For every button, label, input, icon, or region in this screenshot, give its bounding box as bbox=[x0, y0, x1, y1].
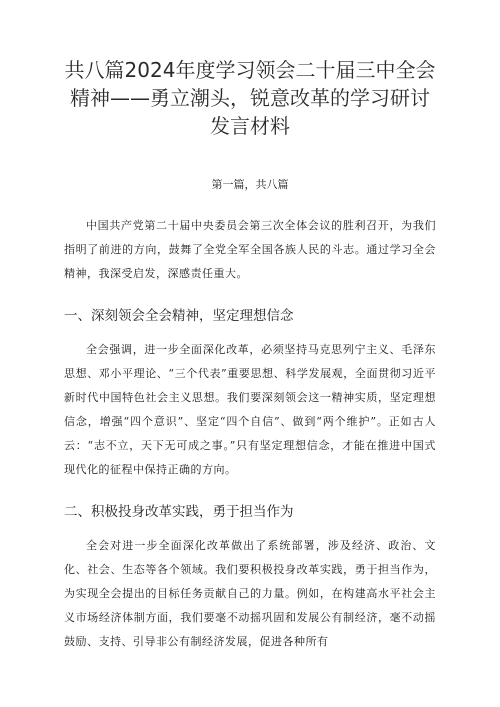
title-line-1: 共八篇2024年度学习领会二十届三中全会 bbox=[64, 58, 436, 82]
section-heading-2: 二、积极投身改革实践，勇于担当作为 bbox=[64, 504, 294, 520]
section-heading-1: 一、深刻领会全会精神，坚定理想信念 bbox=[64, 308, 294, 324]
document-title bbox=[64, 0, 436, 140]
intro-paragraph: 中国共产党第二十届中央委员会第三次全体会议的胜利召开，为我们指明了前进的方向，鼓舞了全党全军全国各族人民的斗志。通过学习全会精神，我深受启发，深感责任重大。 bbox=[64, 219, 436, 280]
section-1-paragraph: 全会强调，进一步全面深化改革，必须坚持马克思列宁主义、毛泽东思想、邓小平理论、“三个代表”重要思想、科学发展观，全面贯彻习近平新时代中国特色社会主义思想。我们要深刻领会这一精神实质，坚定理想信念，增强“四个意识”、坚定“四个自信”、做到“两个维护”。正如古人云：“志不立，天下无可成之事。”只有坚定理想信念，才能在推进中国式现代化的征程中保持正确的方向。 bbox=[64, 343, 436, 476]
part-indicator: 第一篇，共八篇 bbox=[211, 178, 289, 191]
title-line-2: 精神——勇立潮头，锐意改革的学习研讨 bbox=[70, 86, 430, 110]
section-2-paragraph: 全会对进一步全面深化改革做出了系统部署，涉及经济、政治、文化、社会、生态等各个领域。我们要积极投身改革实践，勇于担当作为，为实现全会提出的目标任务贡献自己的力量。例如，在构建高水平社会主义市场经济体制方面，我们要毫不动摇巩固和发展公有制经济，毫不动摇鼓励、支持、引导非公有制经济发展，促进各种所有 bbox=[64, 539, 436, 648]
title-line-3: 发言材料 bbox=[210, 114, 290, 138]
